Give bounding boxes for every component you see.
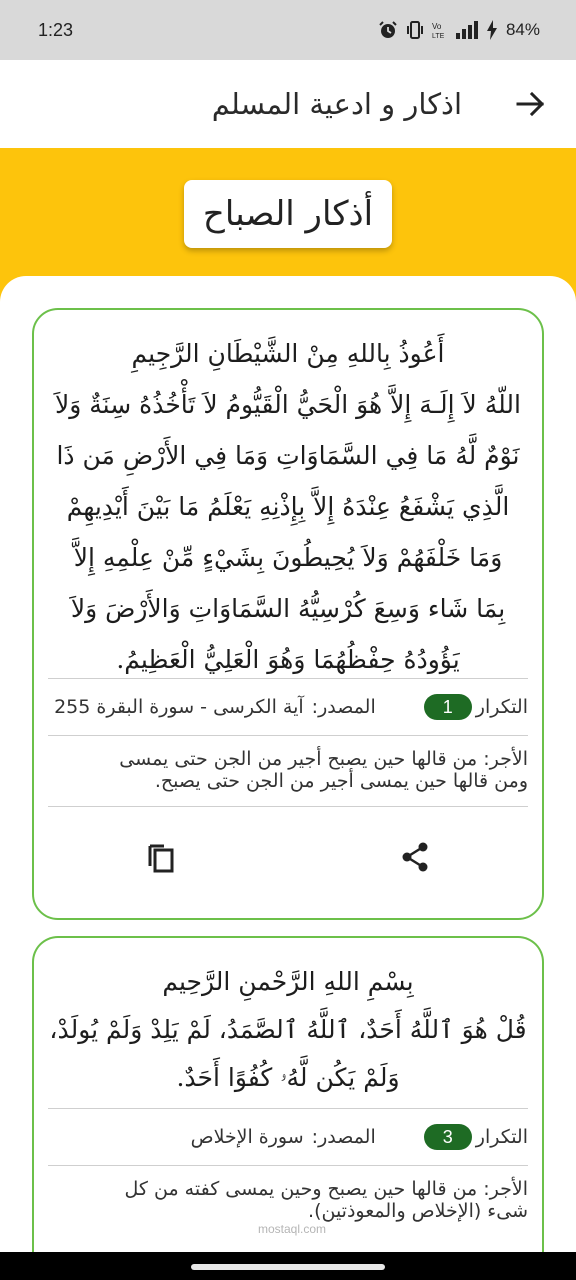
dhikr-card <box>32 308 544 920</box>
status-time: 1:23 <box>38 19 74 40</box>
battery-charging-icon <box>486 19 498 41</box>
app-bar <box>0 60 576 148</box>
dhikr-text <box>34 328 542 678</box>
dhikr-text <box>34 958 542 1108</box>
alarm-icon <box>378 19 398 41</box>
battery-percent: 84% <box>505 20 540 39</box>
source-label: المصدر: <box>311 1126 376 1148</box>
dhikr-line: الَّذِي يَشْفَعُ عِنْدَهُ إِلاَّ بِإِذْنِهِ يَعْلَمُ مَا بَيْنَ أَيْدِيهِمْ <box>66 492 510 521</box>
card-actions <box>34 807 542 907</box>
back-button[interactable] <box>510 84 550 124</box>
navigation-bar <box>0 1252 576 1280</box>
dhikr-line: بِسْمِ اللهِ الرَّحْمنِ الرَّحِيم <box>162 967 414 996</box>
source <box>54 696 376 718</box>
reward-line: الأجر: من قالها حين يصبح أجير من الجن حتى يمسى <box>119 748 528 770</box>
vibrate-icon <box>406 19 424 41</box>
svg-text:Vo: Vo <box>431 22 442 31</box>
dhikr-line: اللّهُ لاَ إِلَـهَ إِلاَّ هُوَ الْحَيُّ الْقَيُّومُ لاَ تَأْخُذُهُ سِنَةٌ وَلاَ <box>55 390 521 419</box>
app-title: اذكار و ادعية المسلم <box>211 87 462 121</box>
repeat-label: التكرار <box>475 696 528 718</box>
volte-icon <box>432 19 448 41</box>
dhikr-line: قُلْ هُوَ ٱللَّهُ أَحَدٌ، ٱللَّهُ ٱلصَّمَدُ، لَمْ يَلِدْ وَلَمْ يُولَدْ، <box>49 1015 527 1044</box>
watermark: mostaql.com <box>258 1222 327 1236</box>
dhikr-line: وَلَمْ يَكُن لَّهُۥ كُفُوًا أَحَدٌ. <box>176 1063 400 1092</box>
share-icon <box>400 841 430 873</box>
dhikr-line: بِمَا شَاء وَسِعَ كُرْسِيُّهُ السَّمَاوَاتِ وَالأَرْضَ وَلاَ <box>70 594 506 623</box>
source <box>191 1126 376 1148</box>
reward-line: شىء (الإخلاص والمعوذتين). <box>308 1200 528 1222</box>
status-icons <box>378 19 540 41</box>
content-sheet <box>0 276 576 1280</box>
dhikr-line: أَعُوذُ بِاللهِ مِنْ الشَّيْطَانِ الرَّجِيمِ <box>131 339 445 368</box>
status-bar <box>0 0 576 60</box>
share-button[interactable] <box>391 833 439 881</box>
repeat-label: التكرار <box>475 1126 528 1148</box>
copy-icon <box>147 841 175 873</box>
reward-line: ومن قالها حين يمسى أجير من الجن حتى يصبح. <box>154 770 528 792</box>
reward-text <box>34 736 542 806</box>
dhikr-line: يَؤُودُهُ حِفْظُهُمَا وَهُوَ الْعَلِيُّ الْعَظِيمُ. <box>116 645 460 674</box>
signal-icon <box>456 19 478 41</box>
source-value: سورة الإخلاص <box>190 1126 304 1148</box>
dhikr-line: نَوْمٌ لَّهُ مَا فِي السَّمَاوَاتِ وَمَا فِي الأَرْضِ مَن ذَا <box>56 441 520 470</box>
home-handle[interactable] <box>191 1264 385 1270</box>
section-title: أذكار الصباح <box>184 180 392 248</box>
source-label: المصدر: <box>311 696 376 718</box>
svg-text:LTE: LTE <box>431 33 445 40</box>
reward-line: الأجر: من قالها حين يصبح وحين يمسى كفته من كل <box>124 1178 528 1200</box>
meta-row <box>34 679 542 735</box>
repeat-count-badge: 1 <box>424 694 472 720</box>
source-value: آية الكرسى - سورة البقرة 255 <box>54 696 304 718</box>
arrow-back-icon <box>514 88 546 120</box>
copy-button[interactable] <box>137 833 185 881</box>
dhikr-line: وَمَا خَلْفَهُمْ وَلاَ يُحِيطُونَ بِشَيْءٍ مِّنْ عِلْمِهِ إِلاَّ <box>73 543 503 572</box>
meta-row <box>34 1109 542 1165</box>
repeat-count-badge: 3 <box>424 1124 472 1150</box>
